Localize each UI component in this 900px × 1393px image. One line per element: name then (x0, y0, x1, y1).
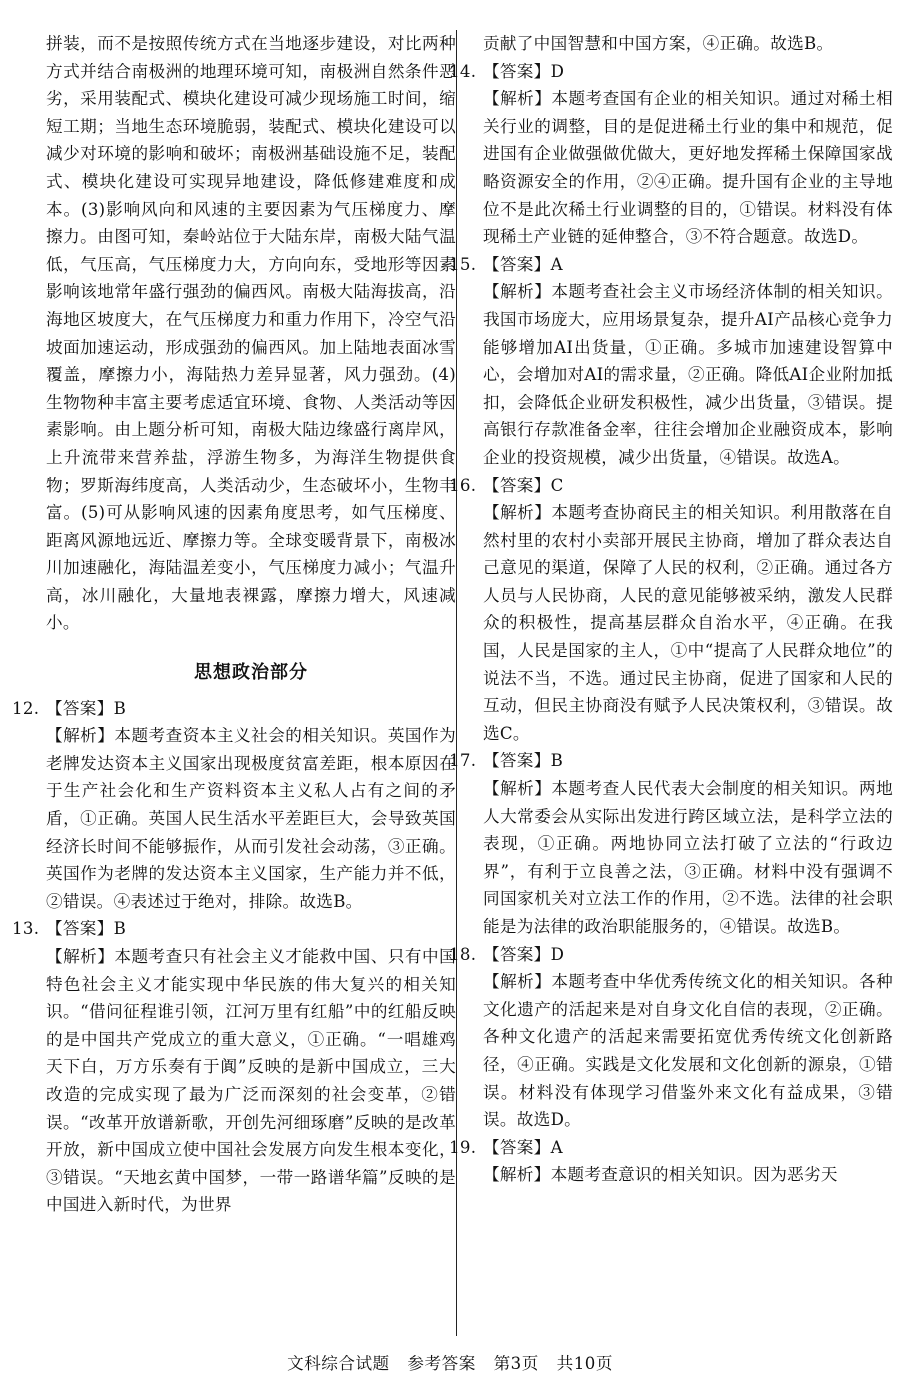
question-number: 16. (449, 475, 477, 495)
analysis-text: 【解析】本题考查协商民主的相关知识。利用散落在自然村里的农村小卖部开展民主协商，增加了群众表达自己意见的渠道，保障了人民的权利，②正确。通过各方人员与人民协商，人民的意见能够被采纳，激发人民群众的积极性，提高基层群众自治水平，④正确。在我国，人民是国家的主人，①中“提高了人民群众地位”的说法不当，不选。通过民主协商，促进了国家和人民的互动，但民主协商没有赋予人民决策权利，③错误。故选C。 (483, 503, 893, 743)
question-15 (449, 251, 893, 472)
question-header (449, 1134, 893, 1162)
geography-answer-continuation: 拼装，而不是按照传统方式在当地逐步建设，对比两种方式并结合南极洲的地理环境可知，南极洲自然条件恶劣，采用装配式、模块化建设可减少现场施工时间，缩短工期；当地生态环境脆弱，装配式、模块化建设可以减少对环境的影响和破坏；南极洲基础设施不足，装配式、模块化建设可实现异地建设，降低修建难度和成本。(3)影响风向和风速的主要因素为气压梯度力、摩擦力。由图可知，秦岭站位于大陆东岸，南极大陆气温低，气压高，气压梯度力大，方向向东，受地形等因素影响该地常年盛行强劲的偏西风。南极大陆海拔高，沿海地区坡度大，在气压梯度力和重力作用下，冷空气沿坡面加速运动，形成强劲的偏西风。加上陆地表面冰雪覆盖，摩擦力小，海陆热力差异显著，风力强劲。(4)生物物种丰富主要考虑适宜环境、食物、人类活动等因素影响。由上题分析可知，南极大陆边缘盛行离岸风，上升流带来营养盐，浮游生物多，为海洋生物提供食物；罗斯海纬度高，人类活动少，生态破坏小，生物丰富。(5)可从影响风速的因素角度思考，如气压梯度、距离风源地远近、摩擦力等。全球变暖背景下，南极冰川加速融化，海陆温差变小，气压梯度力减小；气温升高，冰川融化，大量地表裸露，摩擦力增大，风速减小。 (46, 34, 456, 633)
answer-label: 【答案】B (483, 751, 564, 771)
answer-label: 【答案】C (483, 475, 564, 495)
question-number: 14. (449, 61, 477, 81)
question-header (449, 941, 893, 969)
footer-total-pages: 共10页 (556, 1354, 613, 1373)
question-header (449, 472, 893, 500)
question-13-continuation: 贡献了中国智慧和中国方案，④正确。故选B。 (483, 34, 834, 53)
question-17 (449, 747, 893, 940)
question-header (12, 695, 456, 723)
page-footer (0, 1350, 900, 1374)
footer-subtitle: 参考答案 (407, 1354, 476, 1373)
analysis-text: 【解析】本题考查人民代表大会制度的相关知识。两地人大常委会从实际出发进行跨区域立法，是科学立法的表现，①正确。两地协同立法打破了立法的“行政边界”，有利于立良善之法，③正确。材料中没有强调不同国家机关对立法工作的作用，②不选。法律的社会职能是为法律的政治职能服务的，④错误。故选B。 (483, 779, 893, 936)
question-13 (12, 915, 456, 1219)
question-header (449, 58, 893, 86)
analysis-text: 【解析】本题考查中华优秀传统文化的相关知识。各种文化遗产的活起来是对自身文化自信的表现，②正确。各种文化遗产的活起来需要拓宽优秀传统文化创新路径，④正确。实践是文化发展和文化创新的源泉，①错误。材料没有体现学习借鉴外来文化有益成果，③错误。故选D。 (483, 972, 893, 1130)
question-header (449, 251, 893, 279)
question-18 (449, 941, 893, 1134)
answer-label: 【答案】A (483, 1137, 563, 1157)
answer-label: 【答案】D (483, 944, 565, 964)
answer-label: 【答案】A (483, 254, 563, 274)
analysis-text: 【解析】本题考查意识的相关知识。因为恶劣天 (483, 1165, 838, 1185)
question-number: 19. (449, 1137, 477, 1157)
question-header (449, 747, 893, 775)
answer-label: 【答案】B (46, 919, 127, 939)
right-column (449, 30, 893, 1189)
footer-title: 文科综合试题 (287, 1354, 390, 1373)
answer-label: 【答案】B (46, 698, 127, 718)
question-16 (449, 472, 893, 748)
question-header (12, 915, 456, 943)
question-12 (12, 695, 456, 916)
footer-page-number: 第3页 (493, 1354, 539, 1373)
section-title: 思想政治部分 (194, 662, 308, 684)
answer-label: 【答案】D (483, 61, 565, 81)
question-number: 13. (12, 919, 40, 939)
analysis-text: 【解析】本题考查只有社会主义才能救中国、只有中国特色社会主义才能实现中华民族的伟大复兴的相关知识。“借问征程谁引领，江河万里有红船”中的红船反映的是中国共产党成立的重大意义，①正确。“一唱雄鸡天下白，万方乐奏有于阗”反映的是新中国成立，三大改造的完成实现了最为广泛而深刻的社会变革，②错误。“改革开放谱新歌，开创先河细琢磨”反映的是改革开放，新中国成立使中国社会发展方向发生根本变化，③错误。“天地玄黄中国梦，一带一路谱华篇”反映的是中国进入新时代，为世界 (46, 947, 456, 1215)
question-number: 12. (12, 698, 40, 718)
question-number: 18. (449, 944, 477, 964)
analysis-text: 【解析】本题考查资本主义社会的相关知识。英国作为老牌发达资本主义国家出现极度贫富差距，根本原因在于生产社会化和生产资料资本主义私人占有之间的矛盾，①正确。英国人民生活水平差距巨大，会导致英国经济长时间不能够振作，从而引发社会动荡，③正确。英国作为老牌的发达资本主义国家，生产能力并不低，②错误。④表述过于绝对，排除。故选B。 (46, 726, 456, 911)
analysis-text: 【解析】本题考查社会主义市场经济体制的相关知识。我国市场庞大，应用场景复杂，提升AI产品核心竞争力能够增加AI出货量，①正确。多城市加速建设智算中心，会增加对AI的需求量，②正确。降低AI企业附加抵扣，会降低企业研发积极性，减少出货量，③错误。提高银行存款准备金率，往往会增加企业融资成本，影响企业的投资规模，减少出货量，④错误。故选A。 (483, 282, 893, 467)
analysis-text: 【解析】本题考查国有企业的相关知识。通过对稀土相关行业的调整，目的是促进稀土行业的集中和规范，促进国有企业做强做优做大，更好地发挥稀土保障国家战略资源安全的作用，②④正确。提升国有企业的主导地位不是此次稀土行业调整的目的，①错误。材料没有体现稀土产业链的延伸整合，③不符合题意。故选D。 (483, 89, 893, 247)
question-number: 15. (449, 254, 477, 274)
question-19 (449, 1134, 893, 1189)
question-number: 17. (449, 751, 477, 771)
left-column (12, 30, 456, 1219)
question-14 (449, 58, 893, 251)
